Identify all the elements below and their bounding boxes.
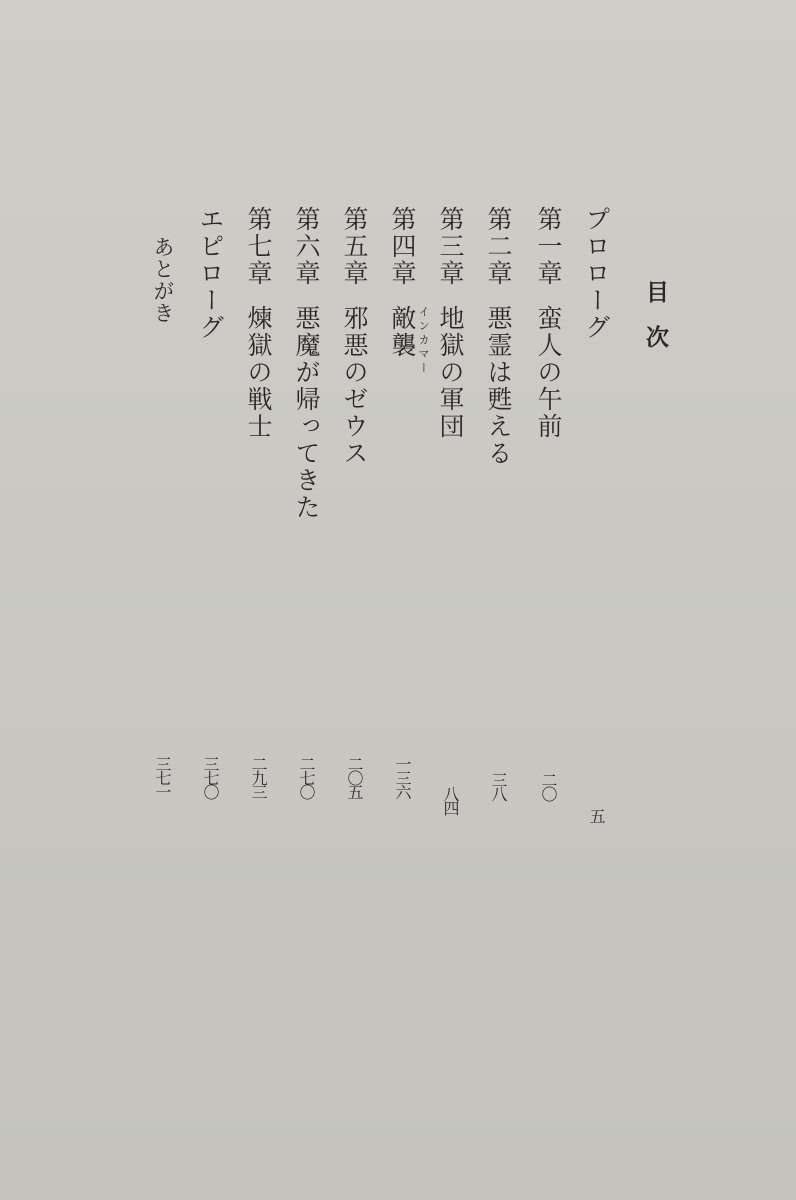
page-number: 八四 (441, 786, 460, 814)
page-number: 二〇五 (345, 756, 364, 798)
entry-title: 敵襲 (388, 305, 417, 359)
page-number: 三七〇 (201, 756, 220, 798)
chapter-label: 第三章 (436, 206, 465, 287)
page-number: 二七〇 (297, 756, 316, 798)
toc-entry-chapter-3 (438, 206, 463, 440)
entry-title: 蛮人の午前 (534, 305, 563, 440)
entry-title: 悪霊は甦える (484, 305, 513, 467)
toc-title: 目次 (642, 280, 669, 370)
chapter-label: 第五章 (340, 206, 369, 287)
entry-title: 悪魔が帰ってきた (292, 305, 321, 521)
toc-entry-chapter-7 (246, 206, 271, 440)
entry-title: エピローグ (196, 206, 225, 341)
chapter-label: 第六章 (292, 206, 321, 287)
toc-entry-chapter-6 (294, 206, 319, 521)
entry-title: プロローグ (582, 206, 611, 341)
ruby-annotation: インカマー (417, 306, 430, 376)
toc-entry-afterword (152, 236, 173, 324)
entry-title: 地獄の軍団 (436, 305, 465, 440)
toc-entry-chapter-1 (536, 206, 561, 440)
entry-title: あとがき (151, 236, 175, 324)
toc-entry-chapter-4 (390, 206, 415, 359)
entry-title: 煉獄の戦士 (244, 305, 273, 440)
page-number: 三八 (489, 772, 508, 800)
page-number: 二〇 (539, 772, 558, 800)
page-number: 三七一 (153, 756, 172, 798)
chapter-label: 第七章 (244, 206, 273, 287)
page-number: 二九三 (249, 756, 268, 798)
toc-entry-epilogue (198, 206, 223, 341)
toc-entry-chapter-2 (486, 206, 511, 467)
chapter-label: 第四章 (388, 206, 417, 287)
chapter-label: 第二章 (484, 206, 513, 287)
toc-entry-chapter-5 (342, 206, 367, 467)
page-number: 五 (587, 808, 606, 822)
entry-title: 邪悪のゼウス (340, 305, 369, 467)
chapter-label: 第一章 (534, 206, 563, 287)
page-number: 一三六 (393, 756, 412, 798)
toc-entry-prologue (584, 206, 609, 341)
